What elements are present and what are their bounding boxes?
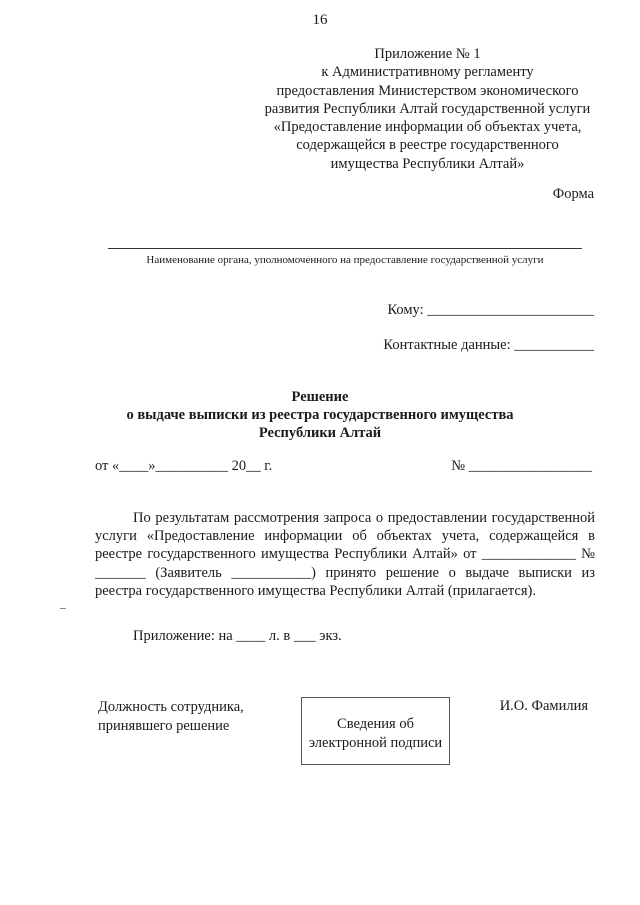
page-number: 16 [312, 12, 328, 28]
annex-line: имущества Республики Алтай» [330, 155, 525, 172]
signature-box-line: электронной подписи [308, 735, 443, 751]
signature-box-line: Сведения об [337, 716, 414, 732]
signatory-line: принявшего решение [98, 718, 230, 734]
annex-line: Приложение № 1 [374, 46, 481, 62]
title-line: Решение [291, 389, 349, 405]
annex-header [250, 45, 605, 173]
decision-title [60, 388, 580, 442]
name-placeholder: И.О. Фамилия [499, 698, 588, 714]
annex-line: «Предоставление информации об объектах учета, [273, 119, 582, 136]
title-line: Республики Алтай [258, 425, 382, 441]
number-line: № _________________ [451, 458, 592, 474]
date-line: от «____»__________ 20__ г. [95, 458, 273, 474]
form-label: Форма [552, 186, 594, 202]
annex-line: к Административному регламенту [321, 64, 534, 81]
signatory-line: Должность сотрудника, [98, 699, 244, 715]
organization-caption: Наименование органа, уполномоченного на предоставление государственной услуги [146, 254, 544, 266]
contacts-field: Контактные данные: ___________ [383, 337, 594, 353]
organization-line [108, 248, 582, 249]
body-paragraph: По результатам рассмотрения запроса о предоставлении государственной услуги «Предоставление информации об объектах учета, содержащейся в реестре государственного имущества Республики Алтай» от _____________ № _______ (Заявитель ___________) принято решение о выдаче выписки из реестра государственного имущества Республики Алтай (прилагается). [95, 510, 595, 599]
margin-mark [60, 608, 66, 609]
attachment-line: Приложение: на ____ л. в ___ экз. [133, 628, 342, 644]
signatory-position [98, 698, 244, 736]
recipient-field: Кому: _______________________ [387, 302, 594, 318]
annex-line: содержащейся в реестре государственного [296, 137, 559, 154]
annex-line: предоставления Министерством экономического [276, 82, 579, 99]
annex-line: развития Республики Алтай государственной услуги [264, 100, 591, 117]
electronic-signature-box [301, 697, 450, 765]
title-line: о выдаче выписки из реестра государственного имущества [126, 407, 514, 423]
